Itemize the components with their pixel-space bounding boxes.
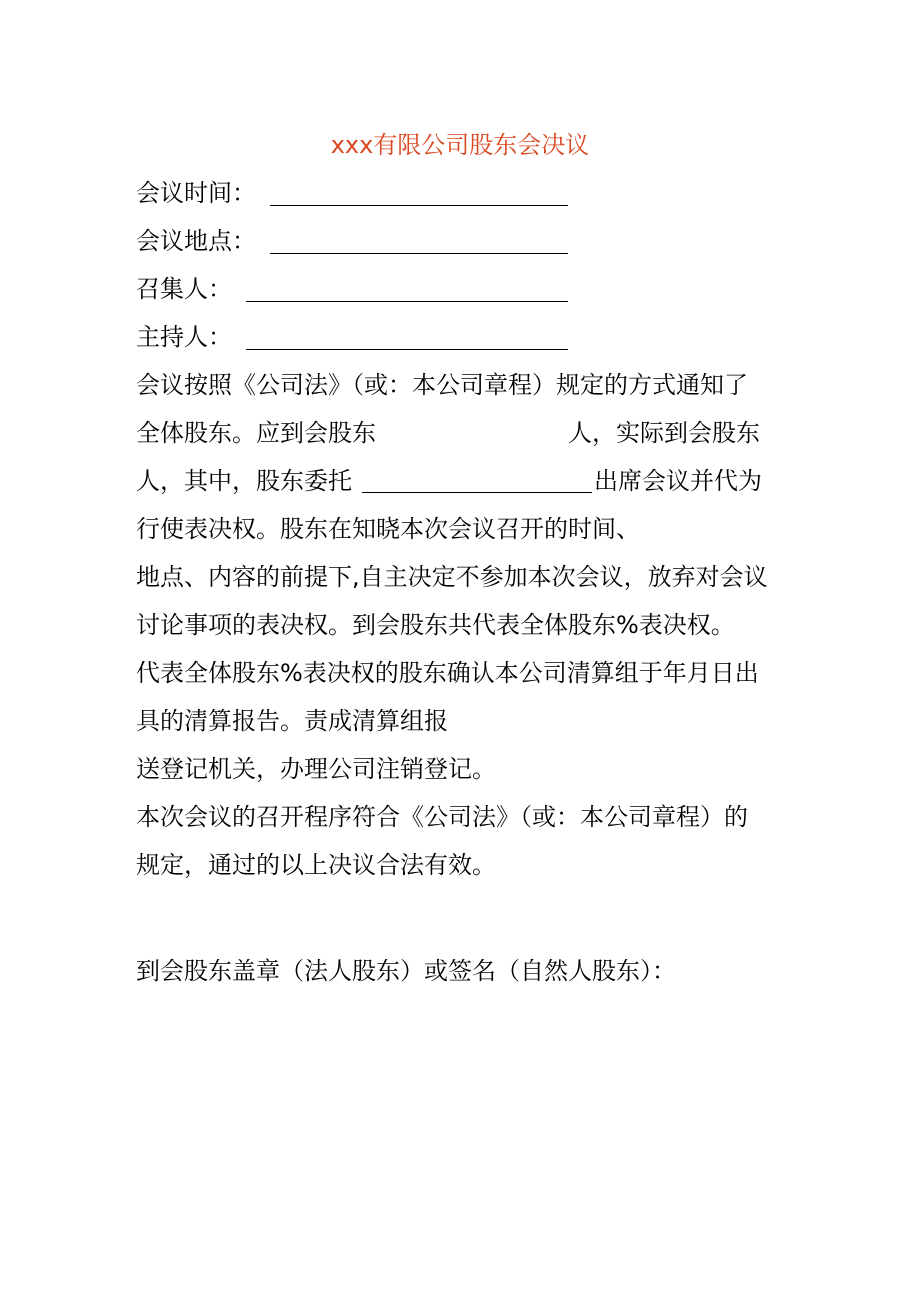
convener-label: 召集人： — [136, 275, 232, 303]
body-line-4: 行使表决权。股东在知晓本次会议召开的时间、 — [136, 515, 640, 543]
body-line-5: 地点、内容的前提下,自主决定不参加本次会议，放弃对会议 — [136, 563, 768, 591]
proxy-blank[interactable] — [362, 492, 592, 493]
body-line-3b: 出席会议并代为 — [594, 467, 762, 495]
body-line-1: 会议按照《公司法》（或：本公司章程）规定的方式通知了 — [136, 371, 748, 399]
body-line-2b: 人，实际到会股东 — [568, 419, 760, 447]
meeting-time-blank[interactable] — [270, 205, 568, 206]
body-line-10: 本次会议的召开程序符合《公司法》（或：本公司章程）的 — [136, 803, 748, 831]
body-line-7: 代表全体股东%表决权的股东确认本公司清算组于年月日出 — [136, 659, 759, 687]
convener-blank[interactable] — [246, 301, 568, 302]
body-line-11: 规定，通过的以上决议合法有效。 — [136, 851, 496, 879]
host-label: 主持人： — [136, 323, 232, 351]
body-line-6: 讨论事项的表决权。到会股东共代表全体股东%表决权。 — [136, 611, 735, 639]
meeting-place-blank[interactable] — [270, 253, 568, 254]
page-title: xxx有限公司股东会决议 — [330, 131, 590, 159]
meeting-place-label: 会议地点： — [136, 227, 256, 255]
body-line-3a: 人，其中，股东委托 — [136, 467, 352, 495]
signature-label: 到会股东盖章（法人股东）或签名（自然人股东）： — [136, 957, 676, 985]
body-line-2a: 全体股东。应到会股东 — [136, 419, 376, 447]
meeting-time-label: 会议时间： — [136, 179, 256, 207]
body-line-8: 具的清算报告。责成清算组报 — [136, 707, 448, 735]
body-line-9: 送登记机关，办理公司注销登记。 — [136, 755, 496, 783]
host-blank[interactable] — [246, 349, 568, 350]
